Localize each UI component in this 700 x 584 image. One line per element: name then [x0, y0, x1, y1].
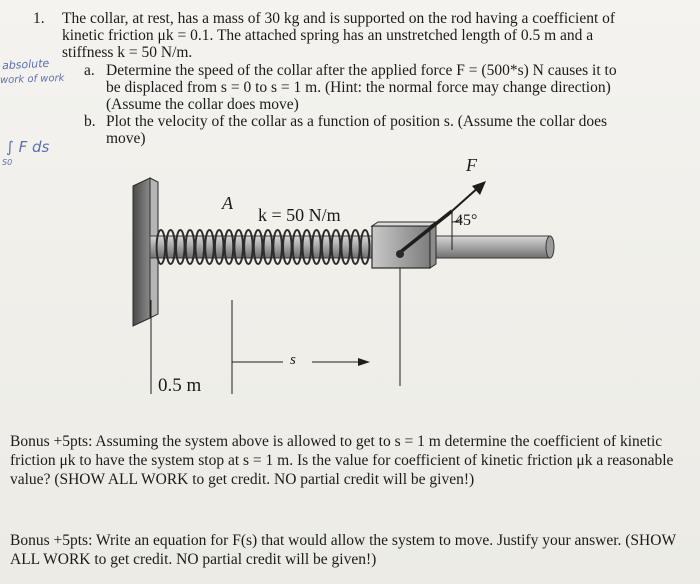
label-unstretched-length: 0.5 m: [158, 375, 202, 396]
problem-number: 1.: [33, 10, 45, 27]
part-a-line-1: Determine the speed of the collar after the applied force F = (500*s) N causes it to: [106, 62, 617, 79]
label-point-a: A: [222, 193, 233, 213]
bonus-question-2: Bonus +5pts: Write an equation for F(s) that would allow the system to move. Justify your answer. (SHOW ALL WORK to get credit. NO partial credit will be given!): [10, 532, 676, 568]
part-b-line-2: move): [106, 130, 146, 147]
problem-line-2: kinetic friction μk = 0.1. The attached spring has an unstretched length of 0.5 m and a: [62, 27, 594, 44]
problem-line-3: stiffness k = 50 N/m.: [62, 44, 193, 61]
handwritten-note-absolute: absolute: [1, 56, 50, 73]
label-displacement: s: [290, 352, 296, 368]
part-a-letter: a.: [84, 62, 95, 79]
label-force: F: [466, 155, 477, 175]
handwritten-note-work: work of work: [0, 72, 65, 87]
label-spring-stiffness: k = 50 N/m: [258, 205, 341, 225]
handwritten-integral: ∫ F ds: [6, 138, 50, 156]
part-a-line-2: be displaced from s = 0 to s = 1 m. (Hint: the normal force may change direction): [106, 79, 611, 96]
part-a-line-3: (Assume the collar does move): [106, 96, 299, 113]
part-b-letter: b.: [84, 113, 96, 130]
bonus-question-1: Bonus +5pts: Assuming the system above is allowed to get to s = 1 m determine the coefficient of kinetic friction μk to have the system stop at s = 1 m. Is the value for coefficient of kinetic friction μk a reasonable value? (SHOW ALL WORK to get credit. NO partial credit will be given!): [10, 433, 674, 488]
problem-line-1: The collar, at rest, has a mass of 30 kg and is supported on the rod having a coefficient of: [62, 10, 616, 27]
label-angle: 45°: [455, 212, 478, 229]
part-b-line-1: Plot the velocity of the collar as a function of position s. (Assume the collar does: [106, 113, 608, 130]
handwritten-integral-subscript: S0: [2, 158, 13, 167]
